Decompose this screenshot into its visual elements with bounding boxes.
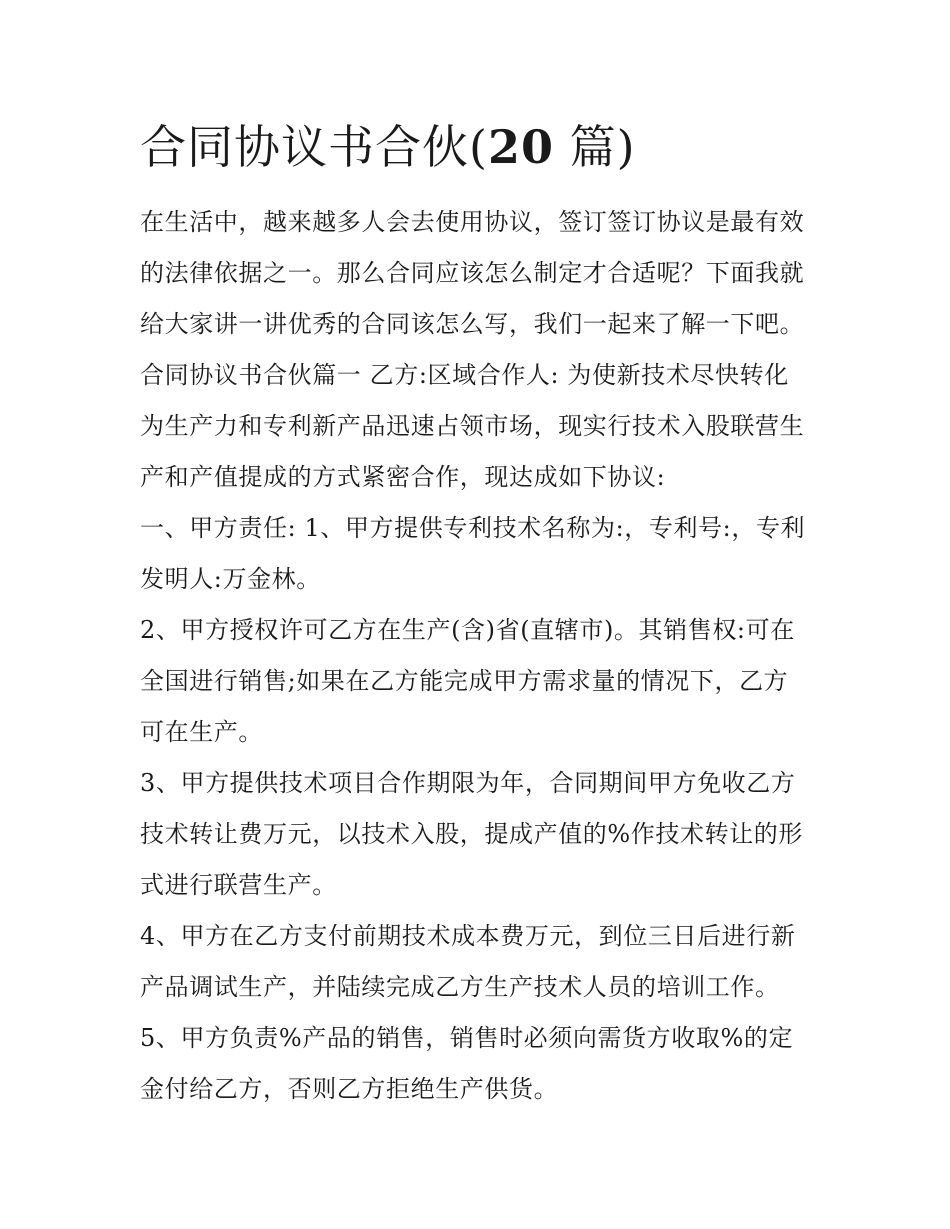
title-number: 20 <box>487 120 554 174</box>
text-line: 3、甲方提供技术项目合作期限为年，合同期间甲方免收乙方 <box>140 769 796 797</box>
text-line: 全国进行销售;如果在乙方能完成甲方需求量的情况下，乙方 <box>140 667 789 695</box>
document-body <box>140 197 820 1115</box>
text-line: 的法律依据之一。那么合同应该怎么制定才合适呢？下面我就 <box>140 259 805 287</box>
text-line: 为生产力和专利新产品迅速占领市场，现实行技术入股联营生 <box>140 412 805 440</box>
text-line: 合同协议书合伙篇一 乙方:区域合作人: 为使新技术尽快转化 <box>140 361 789 389</box>
text-line: 5、甲方负责%产品的销售，销售时必须向需货方收取%的定 <box>140 1024 794 1052</box>
text-line: 一、甲方责任: 1、甲方提供专利技术名称为:，专利号:，专利 <box>140 514 806 542</box>
title-suffix: 篇) <box>553 120 636 174</box>
text-line: 式进行联营生产。 <box>140 871 337 899</box>
text-line: 产品调试生产，并陆续完成乙方生产技术人员的培训工作。 <box>140 973 780 1001</box>
text-line: 可在生产。 <box>140 718 263 746</box>
title-prefix: 合同协议书合伙( <box>140 120 488 174</box>
text-line: 2、甲方授权许可乙方在生产(含)省(直辖市)。其销售权:可在 <box>140 616 795 644</box>
text-line: 4、甲方在乙方支付前期技术成本费万元，到位三日后进行新 <box>140 922 796 950</box>
text-line: 产和产值提成的方式紧密合作，现达成如下协议: <box>140 463 666 491</box>
text-line: 发明人:万金林。 <box>140 565 321 593</box>
document-title <box>140 112 636 182</box>
text-line: 给大家讲一讲优秀的合同该怎么写，我们一起来了解一下吧。 <box>140 310 805 338</box>
text-line: 金付给乙方，否则乙方拒绝生产供货。 <box>140 1075 559 1103</box>
text-line: 技术转让费万元，以技术入股，提成产值的%作技术转让的形 <box>140 820 804 848</box>
text-line: 在生活中，越来越多人会去使用协议，签订签订协议是最有效 <box>140 208 805 236</box>
